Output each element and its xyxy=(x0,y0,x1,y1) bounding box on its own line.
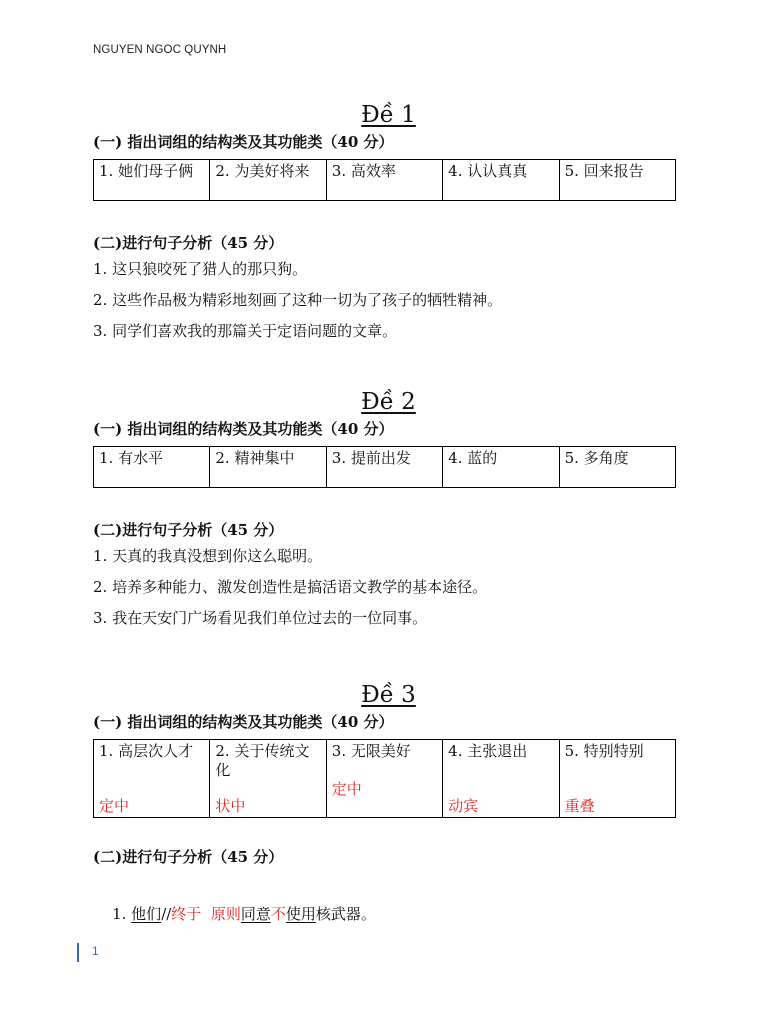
word-cell xyxy=(210,740,326,818)
answer-annotation: 定中 xyxy=(331,780,362,798)
exam-2-part2-heading: (二)进行句子分析（45 分） xyxy=(93,521,284,539)
gap xyxy=(201,905,211,923)
sentence: 3. 我在天安门广场看见我们单位过去的一位同事。 xyxy=(93,609,428,627)
word-cell: 3. 高效率 xyxy=(326,160,442,201)
word-text: 1. 高层次人才 xyxy=(99,742,194,760)
sentence: 2. 培养多种能力、激发创造性是搞活语文教学的基本途径。 xyxy=(93,578,488,596)
word-cell: 1. 她们母子俩 xyxy=(94,160,210,201)
word-cell: 4. 认认真真 xyxy=(443,160,559,201)
word-text: 2. 关于传统文化 xyxy=(215,742,310,779)
sentence-number: 1. xyxy=(112,905,132,923)
word-cell xyxy=(326,740,442,818)
word-cell xyxy=(559,740,675,818)
subject-underlined: 他们 xyxy=(131,905,162,923)
sentence: 2. 这些作品极为精彩地刻画了这种一切为了孩子的牺牲精神。 xyxy=(93,291,503,309)
exam-1-word-table xyxy=(93,159,676,201)
sentence-end: 。 xyxy=(360,905,376,923)
answer-annotation: 定中 xyxy=(99,797,130,815)
word-cell xyxy=(94,740,210,818)
answer-annotation: 重叠 xyxy=(564,797,595,815)
exam-3 xyxy=(93,681,676,923)
exam-2-title: Đề 2 xyxy=(361,389,416,415)
exam-3-part2-heading: (二)进行句子分析（45 分） xyxy=(93,848,284,866)
sentence: 3. 同学们喜欢我的那篇关于定语问题的文章。 xyxy=(93,322,398,340)
footer-bar xyxy=(77,943,79,962)
sentence: 1. 天真的我真没想到你这么聪明。 xyxy=(93,547,323,565)
exam-1 xyxy=(93,101,676,347)
word-cell: 5. 回来报告 xyxy=(559,160,675,201)
word-cell: 1. 有水平 xyxy=(94,447,210,488)
exam-3-part1-heading: (一) 指出词组的结构类及其功能类（40 分） xyxy=(93,713,394,731)
exam-3-word-table xyxy=(93,739,676,818)
negation-red: 不 xyxy=(270,905,286,923)
exam-1-title: Đề 1 xyxy=(361,102,416,128)
exam-2-part1-heading: (一) 指出词组的结构类及其功能类（40 分） xyxy=(93,420,394,438)
word-cell: 5. 多角度 xyxy=(559,447,675,488)
adverbial-red: 终于 xyxy=(171,905,202,923)
word-text: 4. 主张退出 xyxy=(448,742,528,760)
word-text: 3. 无限美好 xyxy=(331,742,411,760)
word-cell: 3. 提前出发 xyxy=(326,447,442,488)
page-number: 1 xyxy=(92,944,99,958)
answer-annotation: 状中 xyxy=(215,797,246,815)
exam-1-part1-heading: (一) 指出词组的结构类及其功能类（40 分） xyxy=(93,133,394,151)
word-cell: 2. 为美好将来 xyxy=(210,160,326,201)
object-text: 核武器 xyxy=(315,905,361,923)
adverbial-red: 原则 xyxy=(210,905,241,923)
exam-1-part2-heading: (二)进行句子分析（45 分） xyxy=(93,234,284,252)
sentence: 1. 这只狼咬死了猎人的那只狗。 xyxy=(93,260,308,278)
sentence-annotated xyxy=(93,868,676,923)
word-cell: 2. 精神集中 xyxy=(210,447,326,488)
answer-annotation: 动宾 xyxy=(448,797,479,815)
word-text: 5. 特别特别 xyxy=(564,742,644,760)
verb-underlined: 使用 xyxy=(285,905,316,923)
word-cell xyxy=(443,740,559,818)
exam-2 xyxy=(93,388,676,634)
word-cell: 4. 蓝的 xyxy=(443,447,559,488)
verb-underlined: 同意 xyxy=(240,905,271,923)
divider-mark: // xyxy=(161,905,172,923)
author-header: NGUYEN NGOC QUYNH xyxy=(93,44,227,56)
exam-3-title: Đề 3 xyxy=(361,682,416,708)
exam-2-word-table xyxy=(93,446,676,488)
